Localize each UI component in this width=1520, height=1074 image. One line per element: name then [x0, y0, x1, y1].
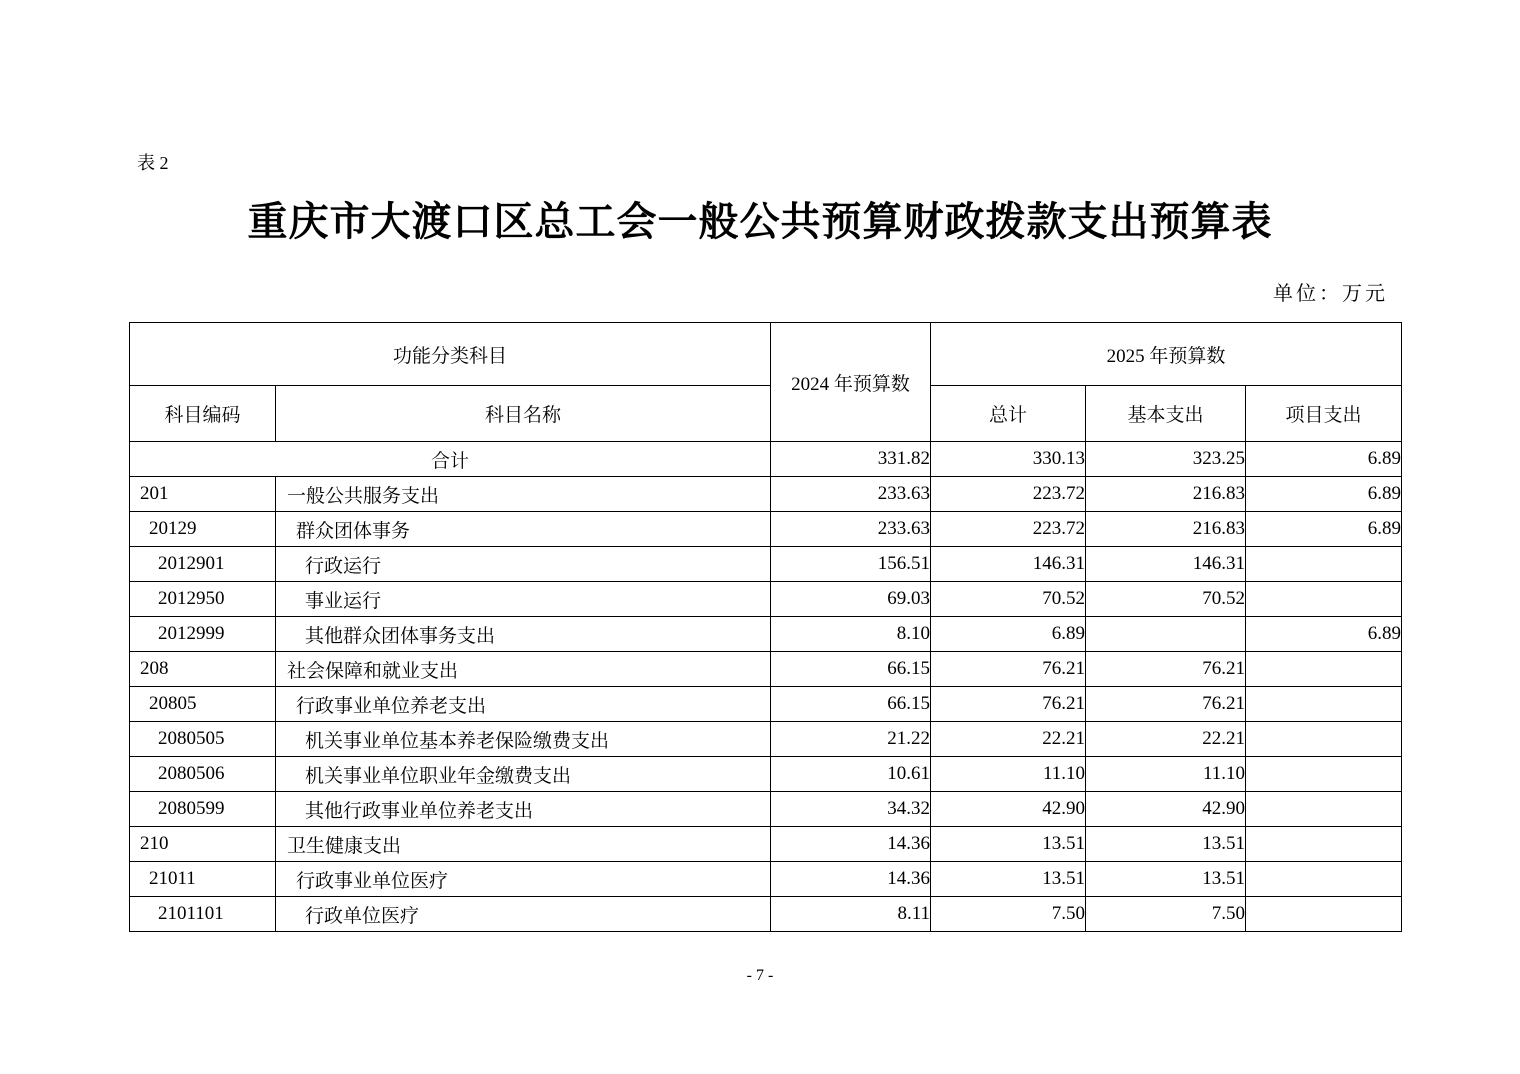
unit-label: 单位：万元 [1273, 283, 1388, 305]
row-project [1246, 897, 1402, 932]
row-basic: 76.21 [1086, 687, 1246, 722]
row-code: 2080599 [130, 792, 276, 827]
total-project: 6.89 [1246, 442, 1402, 477]
row-b2024: 233.63 [771, 512, 931, 547]
row-name: 机关事业单位职业年金缴费支出 [276, 757, 771, 792]
row-name: 行政单位医疗 [276, 897, 771, 932]
total-b2024: 331.82 [771, 442, 931, 477]
table-label: 表 2 [137, 153, 169, 173]
row-b2024: 69.03 [771, 582, 931, 617]
table-row [130, 652, 1402, 687]
row-total: 7.50 [931, 897, 1086, 932]
row-project [1246, 582, 1402, 617]
total-total: 330.13 [931, 442, 1086, 477]
table-row [130, 687, 1402, 722]
row-b2024: 8.11 [771, 897, 931, 932]
row-project: 6.89 [1246, 477, 1402, 512]
header-project: 项目支出 [1246, 386, 1402, 442]
row-b2024: 8.10 [771, 617, 931, 652]
row-name: 行政事业单位养老支出 [276, 687, 771, 722]
row-total: 223.72 [931, 477, 1086, 512]
row-project [1246, 547, 1402, 582]
row-name: 行政事业单位医疗 [276, 862, 771, 897]
header-total: 总计 [931, 386, 1086, 442]
row-total: 70.52 [931, 582, 1086, 617]
row-basic: 70.52 [1086, 582, 1246, 617]
table-row [130, 722, 1402, 757]
table-body [130, 442, 1402, 932]
row-project: 6.89 [1246, 512, 1402, 547]
row-total: 76.21 [931, 687, 1086, 722]
header-basic: 基本支出 [1086, 386, 1246, 442]
row-total: 146.31 [931, 547, 1086, 582]
row-basic: 216.83 [1086, 477, 1246, 512]
total-row [130, 442, 1402, 477]
row-basic: 22.21 [1086, 722, 1246, 757]
row-project [1246, 722, 1402, 757]
page-number: - 7 - [746, 967, 774, 984]
row-total: 76.21 [931, 652, 1086, 687]
table-header [130, 323, 1402, 442]
row-basic: 76.21 [1086, 652, 1246, 687]
row-total: 13.51 [931, 862, 1086, 897]
total-label: 合计 [130, 442, 771, 477]
row-name: 一般公共服务支出 [276, 477, 771, 512]
row-project [1246, 652, 1402, 687]
table-row [130, 897, 1402, 932]
budget-table [129, 322, 1402, 932]
row-basic [1086, 617, 1246, 652]
row-project [1246, 757, 1402, 792]
table-row [130, 547, 1402, 582]
document-title: 重庆市大渡口区总工会一般公共预算财政拨款支出预算表 [247, 199, 1273, 244]
header-budget-2025: 2025 年预算数 [931, 323, 1402, 386]
row-basic: 13.51 [1086, 827, 1246, 862]
table-row [130, 827, 1402, 862]
row-b2024: 14.36 [771, 862, 931, 897]
row-code: 20805 [130, 687, 276, 722]
total-basic: 323.25 [1086, 442, 1246, 477]
row-b2024: 34.32 [771, 792, 931, 827]
row-basic: 11.10 [1086, 757, 1246, 792]
row-b2024: 14.36 [771, 827, 931, 862]
header-functional-class: 功能分类科目 [130, 323, 771, 386]
row-code: 201 [130, 477, 276, 512]
row-b2024: 10.61 [771, 757, 931, 792]
row-basic: 7.50 [1086, 897, 1246, 932]
row-code: 21011 [130, 862, 276, 897]
row-total: 6.89 [931, 617, 1086, 652]
row-basic: 216.83 [1086, 512, 1246, 547]
row-project [1246, 827, 1402, 862]
row-name: 其他群众团体事务支出 [276, 617, 771, 652]
row-name: 其他行政事业单位养老支出 [276, 792, 771, 827]
row-name: 社会保障和就业支出 [276, 652, 771, 687]
row-project [1246, 687, 1402, 722]
row-project: 6.89 [1246, 617, 1402, 652]
row-name: 机关事业单位基本养老保险缴费支出 [276, 722, 771, 757]
table-row [130, 477, 1402, 512]
row-name: 行政运行 [276, 547, 771, 582]
row-total: 13.51 [931, 827, 1086, 862]
row-code: 210 [130, 827, 276, 862]
table-row [130, 512, 1402, 547]
row-total: 223.72 [931, 512, 1086, 547]
table-row [130, 862, 1402, 897]
table-row [130, 792, 1402, 827]
row-code: 20129 [130, 512, 276, 547]
row-code: 208 [130, 652, 276, 687]
row-b2024: 66.15 [771, 687, 931, 722]
row-code: 2012950 [130, 582, 276, 617]
row-name: 群众团体事务 [276, 512, 771, 547]
header-name: 科目名称 [276, 386, 771, 442]
row-name: 事业运行 [276, 582, 771, 617]
row-b2024: 233.63 [771, 477, 931, 512]
row-total: 42.90 [931, 792, 1086, 827]
row-code: 2080506 [130, 757, 276, 792]
row-basic: 42.90 [1086, 792, 1246, 827]
row-total: 11.10 [931, 757, 1086, 792]
row-code: 2080505 [130, 722, 276, 757]
row-code: 2012901 [130, 547, 276, 582]
row-project [1246, 862, 1402, 897]
row-basic: 146.31 [1086, 547, 1246, 582]
row-code: 2101101 [130, 897, 276, 932]
header-budget-2024: 2024 年预算数 [771, 323, 931, 442]
row-project [1246, 792, 1402, 827]
row-b2024: 156.51 [771, 547, 931, 582]
row-b2024: 66.15 [771, 652, 931, 687]
table-row [130, 617, 1402, 652]
header-code: 科目编码 [130, 386, 276, 442]
row-total: 22.21 [931, 722, 1086, 757]
row-name: 卫生健康支出 [276, 827, 771, 862]
row-code: 2012999 [130, 617, 276, 652]
row-b2024: 21.22 [771, 722, 931, 757]
table-row [130, 757, 1402, 792]
table-row [130, 582, 1402, 617]
row-basic: 13.51 [1086, 862, 1246, 897]
